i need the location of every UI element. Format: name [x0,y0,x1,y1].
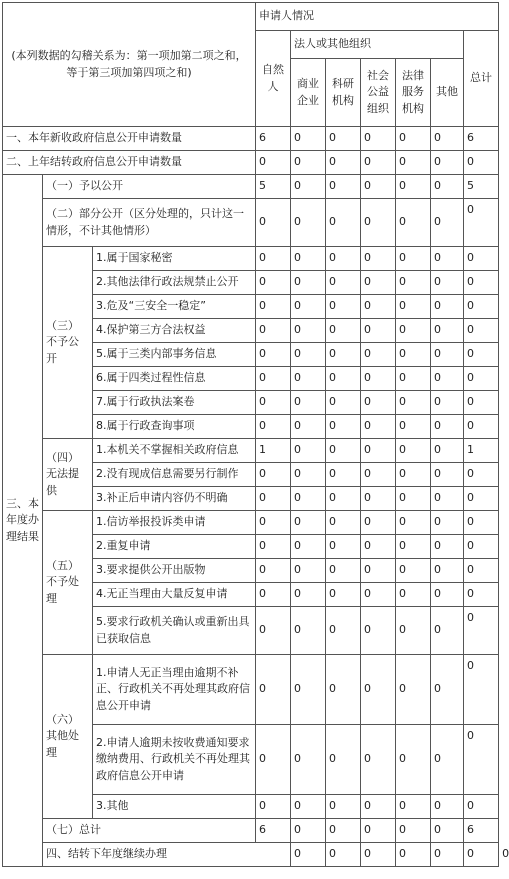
cell: 0 [396,295,431,319]
cell: 0 [431,367,464,391]
cell: 0 [326,511,361,535]
table-row: 四、结转下年度继续办理 0 0 0 0 0 0 0 [3,843,499,867]
cell: 0 [396,415,431,439]
cell: 0 [361,559,396,583]
cell: 0 [464,655,499,725]
cell: 0 [396,583,431,607]
cell: 0 [291,607,326,655]
row-label: 3.补正后申请内容仍不明确 [93,487,256,511]
cell: 0 [291,463,326,487]
cell: 0 [326,247,361,271]
cell: 0 [256,655,291,725]
cell: 5 [256,175,291,199]
cell: 0 [256,487,291,511]
row-label: （二）部分公开（区分处理的，只计这一情形，不计其他情形） [43,199,256,247]
cell: 6 [256,819,291,843]
cell: 0 [396,463,431,487]
disclosure-table [2,2,509,867]
cell: 0 [326,367,361,391]
cell: 0 [464,725,499,795]
cell: 0 [326,199,361,247]
group-label: （五）不予处理 [43,511,93,655]
cell: 0 [361,439,396,463]
cell: 0 [361,199,396,247]
cell: 0 [256,319,291,343]
cell: 0 [326,319,361,343]
cell: 0 [396,199,431,247]
table-row [3,819,499,843]
cell: 0 [431,511,464,535]
cell: 0 [431,127,464,151]
cell: 0 [431,199,464,247]
cell: 0 [396,175,431,199]
cell: 0 [326,535,361,559]
cell: 0 [326,415,361,439]
cell: 0 [431,295,464,319]
table-row [3,151,499,175]
table-row [3,439,499,463]
cell: 0 [256,725,291,795]
cell: 0 [464,607,499,655]
row-label: 4.保护第三方合法权益 [93,319,256,343]
cell: 0 [396,367,431,391]
cell: 0 [326,295,361,319]
row-label: 四、结转下年度继续办理 [43,843,291,867]
other-header: 其他 [431,59,464,127]
cell: 0 [464,271,499,295]
cell: 0 [256,463,291,487]
cell: 0 [431,271,464,295]
cell: 0 [291,271,326,295]
cell: 0 [431,463,464,487]
cell: 0 [326,607,361,655]
cell: 0 [326,175,361,199]
cell: 0 [431,247,464,271]
cell: 0 [396,559,431,583]
cell: 0 [326,439,361,463]
cell: 0 [464,295,499,319]
cell: 0 [291,511,326,535]
cell: 0 [464,319,499,343]
cell: 0 [396,439,431,463]
cell: 0 [361,151,396,175]
row-label: 6.属于四类过程性信息 [93,367,256,391]
row-label: 4.无正当理由大量反复申请 [93,583,256,607]
cell: 0 [396,247,431,271]
cell: 0 [291,795,326,819]
row-label: 8.属于行政查询事项 [93,415,256,439]
cell: 0 [361,247,396,271]
row-label: 2.其他法律行政法规禁止公开 [93,271,256,295]
cell: 0 [256,583,291,607]
cell: 0 [396,535,431,559]
cell: 0 [291,247,326,271]
cell: 0 [396,843,431,867]
cell: 0 [326,487,361,511]
cell: 0 [464,843,499,867]
cell: 0 [256,559,291,583]
cell: 0 [291,415,326,439]
cell: 0 [326,127,361,151]
cell: 0 [291,343,326,367]
cell: 0 [431,725,464,795]
cell: 0 [256,535,291,559]
cell: 0 [256,151,291,175]
row-label: 3.其他 [93,795,256,819]
cell: 0 [361,391,396,415]
cell: 0 [326,819,361,843]
total-header: 总计 [464,31,499,127]
legal-group-header: 法人或其他组织 [291,31,464,59]
cell: 0 [291,175,326,199]
row-label: 1.属于国家秘密 [93,247,256,271]
cell: 0 [361,463,396,487]
cell: 0 [256,199,291,247]
cell: 5 [464,175,499,199]
cell: 0 [464,151,499,175]
cell: 0 [361,367,396,391]
cell: 0 [464,559,499,583]
cell: 1 [464,439,499,463]
cell: 0 [361,795,396,819]
cell: 0 [361,655,396,725]
cell: 0 [326,271,361,295]
cell: 0 [464,391,499,415]
cell: 0 [291,439,326,463]
row-label: 5.要求行政机关确认或重新出具已获取信息 [93,607,256,655]
cell: 0 [326,725,361,795]
row-label: 7.属于行政执法案卷 [93,391,256,415]
cell: 0 [361,583,396,607]
cell: 0 [396,819,431,843]
table-row [3,175,499,199]
cell: 0 [464,343,499,367]
cell: 0 [291,843,326,867]
cell: 0 [256,343,291,367]
cell: 0 [361,725,396,795]
cell: 0 [256,295,291,319]
cell: 0 [361,487,396,511]
cell: 0 [464,487,499,511]
cell: 0 [326,151,361,175]
cell: 0 [464,583,499,607]
cell: 0 [431,607,464,655]
cell: 0 [291,367,326,391]
cell: 0 [291,127,326,151]
cell: 0 [291,319,326,343]
row-label: （七）总计 [43,819,256,843]
cell: 0 [431,655,464,725]
cell: 0 [396,607,431,655]
cell: 0 [361,511,396,535]
cell: 0 [431,535,464,559]
cell: 0 [431,819,464,843]
group-label: （三）不予公开 [43,247,93,439]
cell: 0 [291,151,326,175]
cell: 0 [396,511,431,535]
row-label: 3.要求提供公开出版物 [93,559,256,583]
cell: 0 [431,343,464,367]
cell: 0 [396,151,431,175]
cell: 0 [361,295,396,319]
cell: 0 [326,655,361,725]
cell: 0 [431,415,464,439]
row-label: 2.重复申请 [93,535,256,559]
row-label: 二、上年结转政府信息公开申请数量 [3,151,256,175]
cell: 0 [326,343,361,367]
cell: 0 [464,511,499,535]
cell: 0 [326,583,361,607]
table-row [3,199,499,247]
cell: 0 [291,487,326,511]
row-label: 5.属于三类内部事务信息 [93,343,256,367]
cell: 0 [396,319,431,343]
cell: 0 [361,843,396,867]
cell: 0 [361,127,396,151]
cell: 0 [361,175,396,199]
research-header: 科研机构 [326,59,361,127]
cell: 0 [291,725,326,795]
cell: 0 [256,367,291,391]
social-header: 社会公益组织 [361,59,396,127]
cell: 0 [431,151,464,175]
cell: 0 [361,819,396,843]
cell: 0 [361,271,396,295]
cell: 0 [464,247,499,271]
cell: 0 [291,583,326,607]
cell: 0 [291,559,326,583]
table-row [3,655,499,725]
cell: 0 [396,487,431,511]
cell: 0 [431,487,464,511]
row-label: （一）予以公开 [43,175,256,199]
row-label: 2.没有现成信息需要另行制作 [93,463,256,487]
cell: 0 [431,175,464,199]
cell: 0 [361,415,396,439]
cell: 0 [291,199,326,247]
business-header: 商业企业 [291,59,326,127]
cell: 0 [291,295,326,319]
section-three-label: 三、本年度办理结果 [3,175,43,867]
cell: 0 [464,199,499,247]
table-note: (本列数据的勾稽关系为：第一项加第二项之和，等于第三项加第四项之和) [3,3,256,127]
applicant-header: 申请人情况 [256,3,499,31]
cell: 0 [291,819,326,843]
cell: 0 [256,511,291,535]
cell: 6 [464,819,499,843]
cell: 0 [431,795,464,819]
cell: 0 [361,319,396,343]
table-row [3,127,499,151]
cell: 0 [464,367,499,391]
row-label: 1.信访举报投诉类申请 [93,511,256,535]
cell: 0 [326,843,361,867]
table-row [3,511,499,535]
cell: 0 [326,391,361,415]
cell: 0 [361,343,396,367]
cell: 0 [396,725,431,795]
cell: 0 [256,391,291,415]
natural-person-header: 自然人 [256,31,291,127]
cell: 0 [431,391,464,415]
cell: 0 [464,415,499,439]
cell: 0 [326,559,361,583]
row-label: 2.申请人逾期未按收费通知要求缴纳费用、行政机关不再处理其政府信息公开申请 [93,725,256,795]
cell: 0 [464,463,499,487]
group-label: （六）其他处理 [43,655,93,819]
legal-service-header: 法律服务机构 [396,59,431,127]
row-label: 1.申请人无正当理由逾期不补正、行政机关不再处理其政府信息公开申请 [93,655,256,725]
cell: 0 [431,439,464,463]
cell: 0 [256,607,291,655]
cell: 0 [326,463,361,487]
cell: 6 [256,127,291,151]
row-label: 1.本机关不掌握相关政府信息 [93,439,256,463]
cell: 0 [256,795,291,819]
cell: 0 [431,843,464,867]
group-label: （四）无法提供 [43,439,93,511]
cell: 0 [396,127,431,151]
cell: 0 [256,271,291,295]
row-label: 一、本年新收政府信息公开申请数量 [3,127,256,151]
cell: 0 [396,391,431,415]
cell: 0 [291,535,326,559]
cell: 0 [464,795,499,819]
cell: 1 [256,439,291,463]
table-row [3,247,499,271]
row-label: 3.危及“三安全一稳定” [93,295,256,319]
cell: 0 [256,415,291,439]
cell: 0 [396,795,431,819]
cell: 0 [361,535,396,559]
cell: 0 [431,583,464,607]
cell: 0 [396,655,431,725]
cell: 0 [256,247,291,271]
cell: 6 [464,127,499,151]
cell: 0 [431,559,464,583]
cell: 0 [361,607,396,655]
cell: 0 [326,795,361,819]
cell: 0 [396,343,431,367]
cell: 0 [464,535,499,559]
cell: 0 [291,655,326,725]
cell: 0 [396,271,431,295]
cell: 0 [431,319,464,343]
cell: 0 [291,391,326,415]
